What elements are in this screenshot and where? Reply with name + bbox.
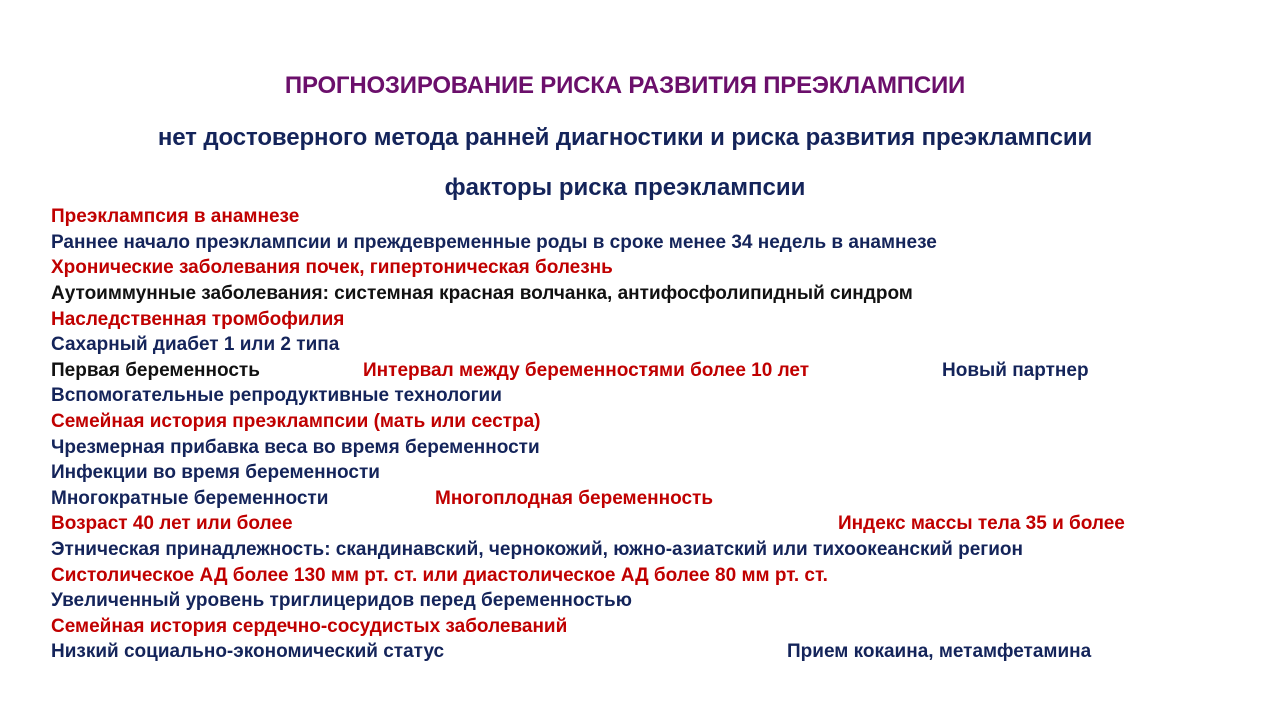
risk-factor: Чрезмерная прибавка веса во время беременности bbox=[51, 437, 540, 458]
risk-factor: Индекс массы тела 35 и более bbox=[838, 513, 1125, 534]
risk-factor: Систолическое АД более 130 мм рт. ст. или диастолическое АД более 80 мм рт. ст. bbox=[51, 565, 828, 586]
list-item bbox=[51, 462, 1251, 488]
risk-factor: Наследственная тромбофилия bbox=[51, 309, 345, 330]
risk-factor: Инфекции во время беременности bbox=[51, 462, 380, 483]
risk-factor: Увеличенный уровень триглицеридов перед беременностью bbox=[51, 590, 632, 611]
list-item bbox=[51, 309, 1251, 335]
risk-factor: Аутоиммунные заболевания: системная красная волчанка, антифосфолипидный синдром bbox=[51, 283, 913, 304]
list-item bbox=[51, 206, 1251, 232]
risk-factor: Преэклампсия в анамнезе bbox=[51, 206, 300, 227]
risk-factor: Этническая принадлежность: скандинавский, чернокожий, южно-азиатский или тихоокеанский регион bbox=[51, 539, 1023, 560]
list-item bbox=[51, 539, 1251, 565]
risk-factor: Новый партнер bbox=[942, 360, 1089, 381]
list-item bbox=[51, 385, 1251, 411]
list-item bbox=[51, 360, 1251, 386]
slide-subtitle: нет достоверного метода ранней диагностики и риска развития преэклампсии bbox=[157, 124, 1093, 151]
list-item bbox=[51, 590, 1251, 616]
risk-factor: Первая беременность bbox=[51, 360, 260, 381]
section-heading: факторы риска преэклампсии bbox=[444, 174, 806, 201]
risk-factor: Многоплодная беременность bbox=[435, 488, 714, 509]
slide-title: ПРОГНОЗИРОВАНИЕ РИСКА РАЗВИТИЯ ПРЕЭКЛАМПСИИ bbox=[284, 72, 966, 99]
list-item bbox=[51, 232, 1251, 258]
risk-factor: Сахарный диабет 1 или 2 типа bbox=[51, 334, 340, 355]
list-item bbox=[51, 411, 1251, 437]
risk-factor: Хронические заболевания почек, гипертоническая болезнь bbox=[51, 257, 613, 278]
list-item bbox=[51, 616, 1251, 642]
risk-factor: Интервал между беременностями более 10 лет bbox=[363, 360, 810, 381]
risk-factor: Семейная история преэклампсии (мать или сестра) bbox=[51, 411, 541, 432]
risk-factor: Многократные беременности bbox=[51, 488, 329, 509]
list-item bbox=[51, 283, 1251, 309]
risk-factor: Вспомогательные репродуктивные технологии bbox=[51, 385, 502, 406]
list-item bbox=[51, 565, 1251, 591]
list-item bbox=[51, 437, 1251, 463]
risk-factor: Раннее начало преэклампсии и преждевременные роды в сроке менее 34 недель в анамнезе bbox=[51, 232, 937, 253]
list-item bbox=[51, 488, 1251, 514]
list-item bbox=[51, 257, 1251, 283]
risk-factor: Семейная история сердечно-сосудистых заболеваний bbox=[51, 616, 568, 637]
list-item bbox=[51, 513, 1251, 539]
risk-factor: Возраст 40 лет или более bbox=[51, 513, 293, 534]
risk-factor: Прием кокаина, метамфетамина bbox=[787, 641, 1092, 662]
risk-factor: Низкий социально-экономический статус bbox=[51, 641, 445, 662]
list-item bbox=[51, 334, 1251, 360]
list-item bbox=[51, 641, 1251, 667]
